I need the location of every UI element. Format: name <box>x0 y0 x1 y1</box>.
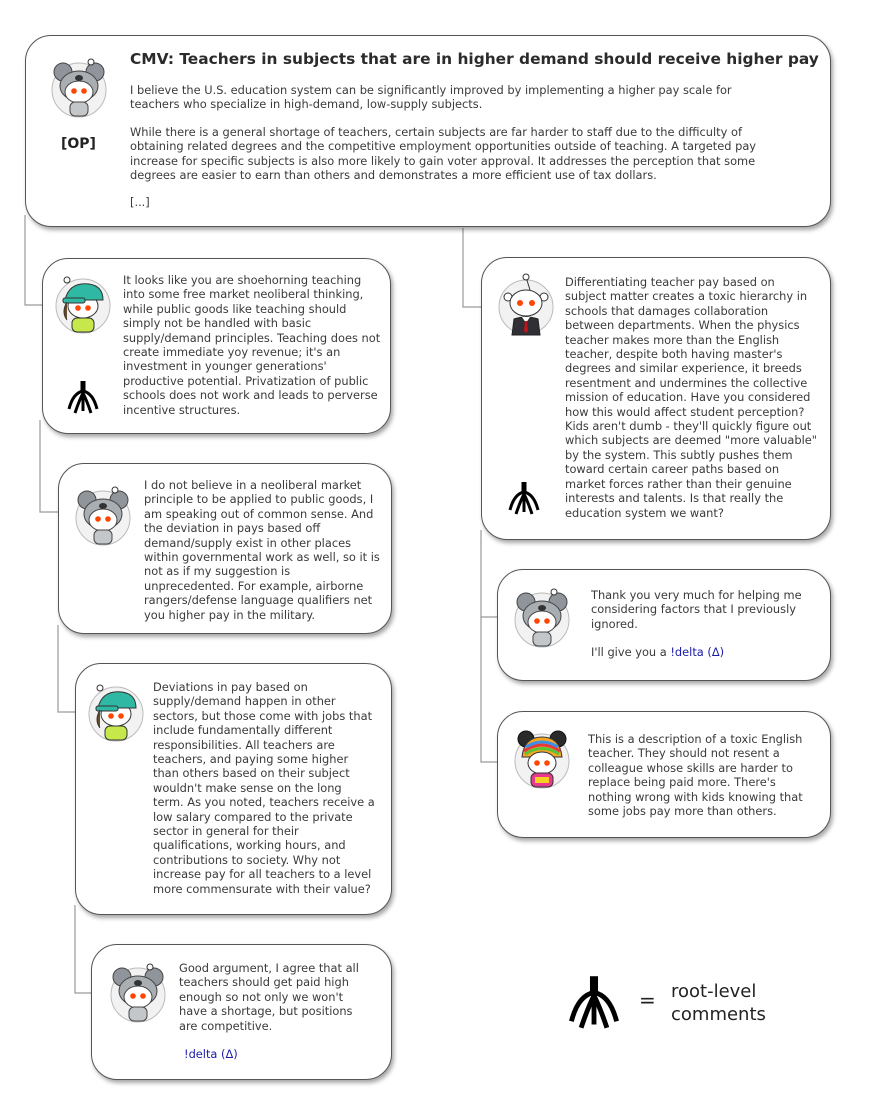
comment-3 <box>75 663 392 915</box>
post-body <box>130 83 780 210</box>
comment-5-text: Differentiating teacher pay based on subject matter creates a toxic hierarchy in schools that damages collaboration between departments. When the physics teacher makes more than the English teacher, despite both having master's degrees and similar experience, it breeds resentment and undermines the collective mission of education. Have you considered how this would affect student perception? Kids aren't dumb - they'll quickly figure out which subjects are deemed "more valuable" by the system. This subtly pushes them toward certain career paths based on market forces rather than their genuine interests and talents. Is that really the education system we want? <box>565 275 817 520</box>
connector-c2-to-c3 <box>58 625 75 712</box>
connector-c1-to-c2 <box>40 420 58 512</box>
suit-avatar-icon <box>498 273 554 337</box>
post-title: CMV: Teachers in subjects that are in higher demand should receive higher pay <box>130 50 819 68</box>
op-label: [OP] <box>61 136 96 152</box>
op-avatar-icon <box>51 56 107 120</box>
delta-link[interactable]: !delta (Δ) <box>670 645 725 659</box>
comment-7 <box>497 711 831 838</box>
comment-2 <box>58 463 392 634</box>
comment-4 <box>91 944 392 1080</box>
comment-6-delta-line <box>591 645 811 659</box>
comment-6 <box>497 569 831 681</box>
rainbow-hair-avatar-icon <box>514 727 570 791</box>
delta-prefix: I'll give you a <box>591 645 671 659</box>
post-ellipsis: [...] <box>130 195 150 210</box>
comment-3-text: Deviations in pay based on supply/demand happen in other sectors, but those come with jobs that include fundamentally different responsibilities. All teachers are teachers, and paying some higher than others based on their subject wouldn't make sense on the long term. As you noted, teachers receive a low salary compared to the private sector in general for their qualifications, working hours, and contributions to society. Why not increase pay for all teachers to a level more commensurate with their value? <box>153 680 375 896</box>
op-avatar-icon <box>514 586 570 650</box>
post-paragraph: I believe the U.S. education system can be significantly improved by implementing a higher pay scale for teachers who specialize in high-demand, low-supply subjects. <box>130 83 732 112</box>
post-paragraph: While there is a general shortage of teachers, certain subjects are far harder to staff due to the difficulty of obtaining related degrees and the competitive employment opportunities outside of teaching. A targeted pay increase for specific subjects is also more likely to gain voter approval. It addresses the perception that some degrees are easier to earn than others and demonstrates a more efficient use of tax dollars. <box>130 124 757 183</box>
legend-label-line2: comments <box>671 1004 766 1025</box>
legend-root-level-icon <box>565 973 623 1031</box>
teal-cap-avatar-icon <box>88 680 144 744</box>
connector-c5-to-c6 <box>481 530 497 617</box>
comment-4-text: Good argument, I agree that all teachers should get paid high enough so not only we won't have a shortage, but positions are competitive. <box>179 961 359 1033</box>
comment-1 <box>42 258 391 434</box>
delta-link[interactable]: !delta (Δ) <box>184 1047 238 1061</box>
root-level-icon <box>506 480 542 516</box>
op-avatar-icon <box>75 484 131 548</box>
comment-2-text: I do not believe in a neoliberal market principle to be applied to public goods, I am speaking out of common sense. And the deviation in pays based off demand/supply exist in other places within governmental work as well, so it is not as if my suggestion is unprecedented. For example, airborne rangers/defense language qualifiers net you higher pay in the military. <box>144 478 380 622</box>
connector-c5-to-c7 <box>481 617 497 762</box>
op-avatar-icon <box>110 961 166 1025</box>
connector-op-to-c1 <box>25 215 42 305</box>
connector-c3-to-c4 <box>75 905 91 993</box>
legend-label-line1: root-level <box>671 981 757 1002</box>
connector-op-to-c5 <box>463 228 481 307</box>
teal-cap-avatar-icon <box>55 272 111 336</box>
legend-label <box>671 980 766 1026</box>
original-post <box>25 35 831 227</box>
comment-6-text: Thank you very much for helping me considering factors that I previously ignored. <box>591 588 802 631</box>
comment-1-text: It looks like you are shoehorning teaching into some free market neoliberal thinking, while public goods like teaching should simply not be handled with basic supply/demand principles. Teaching does not create immediate yoy revenue; it's an investment in younger generations' productive potential. Privatization of public schools does not work and leads to perverse incentive structures. <box>123 273 381 417</box>
legend-equals: = <box>639 988 656 1012</box>
comment-5 <box>481 257 831 540</box>
root-level-icon <box>65 379 101 415</box>
comment-7-text: This is a description of a toxic English teacher. They should not resent a colleague whose skills are harder to replace being paid more. There's nothing wrong with kids knowing that some jobs pay more than others. <box>588 732 803 819</box>
